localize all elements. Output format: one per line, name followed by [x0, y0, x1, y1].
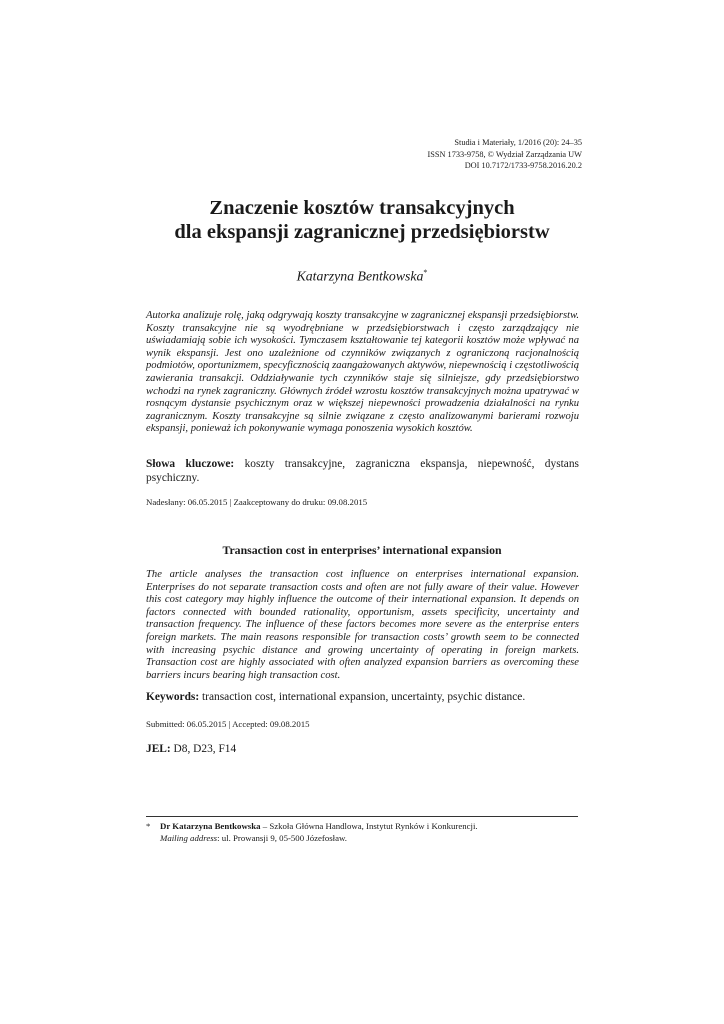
keywords-polish-label: Słowa kluczowe: [146, 458, 235, 470]
jel-text: D8, D23, F14 [170, 743, 237, 755]
paper-title-line-1: Znaczenie kosztów transakcyjnych [209, 197, 515, 219]
footnote-mailing-label: Mailing address [160, 833, 218, 843]
journal-issn: ISSN 1733-9758, © Wydział Zarządzania UW [427, 149, 582, 159]
keywords-english [146, 691, 579, 705]
keywords-polish [146, 458, 579, 485]
footnote-mark: * [146, 821, 151, 831]
footnote-affiliation-line [146, 820, 579, 832]
paper-title-line-2: dla ekspansji zagranicznej przedsiębiorstw [174, 221, 550, 243]
dates-english: Submitted: 06.05.2015 | Accepted: 09.08.2015 [146, 719, 310, 729]
footnote [146, 820, 579, 844]
jel-codes [146, 743, 579, 755]
dates-polish: Nadesłany: 06.05.2015 | Zaakceptowany do druku: 09.08.2015 [146, 497, 368, 507]
footnote-divider [146, 816, 578, 817]
footnote-mailing-line [146, 832, 579, 844]
keywords-english-text: transaction cost, international expansion, uncertainty, psychic distance. [199, 691, 526, 703]
journal-citation: Studia i Materiały, 1/2016 (20): 24–35 [454, 138, 582, 147]
author-line [0, 268, 724, 285]
author-footnote-mark: * [423, 268, 428, 277]
footnote-mailing-address: : ul. Prowansji 9, 05-500 Józefosław. [217, 833, 348, 843]
journal-doi: DOI 10.7172/1733-9758.2016.20.2 [464, 161, 582, 170]
keywords-polish-text: koszty transakcyjne, zagraniczna ekspansja, niepewność, dystans psychiczny. [146, 458, 579, 484]
abstract-english: The article analyses the transaction cost influence on enterprises international expansion. Enterprises do not separate transaction costs and often are not fully aware of their value. However this cost category may highly influence the outcome of their international expansion. It depends on factors connected with bounded rationality, opportunism, assets specificity, uncertainty and transaction frequency. The influence of these factors becomes more severe as the enterprise enters foreign markets. The main reasons responsible for transaction costs’ growth seem to be connected with increasing psychic distance and growing uncertainty of operating in foreign markets. Transaction cost are highly associated with often analyzed expansion barriers as overcoming these barriers incurs bearing high transaction cost. [146, 569, 579, 681]
jel-label: JEL: [146, 743, 171, 755]
english-title: Transaction cost in enterprises’ international expansion [222, 543, 502, 557]
abstract-polish: Autorka analizuje rolę, jaką odgrywają koszty transakcyjne w zagranicznej ekspansji przedsiębiorstw. Koszty transakcyjne nie są wyodrębniane w przedsiębiorstwach i często zarządzający nie uświadamiają sobie ich wysokości. Tymczasem kształtowanie tej kategorii kosztów może wpływać na wynik ekspansji. Jest ono uzależnione od czynników związanych z ograniczoną racjonalnością podmiotów, oportunizmem, specyficznością zaangażowanych aktywów, niepewnością i częstotliwością zawierania transakcji. Oddziaływanie tych czynników staje się silniejsze, gdy przedsiębiorstwo wchodzi na rynek zagraniczny. Głównych źródeł wzrostu kosztów transakcyjnych można upatrywać w rosnącym dystansie psychicznym oraz w większej niepewności prowadzenia działalności na rynku zagranicznym. Koszty transakcyjne są silnie związane z często analizowanymi barierami rozwoju ekspansji, ponieważ ich pokonywanie wymaga ponoszenia wysokich kosztów. [146, 310, 579, 435]
footnote-author-name: Dr Katarzyna Bentkowska [160, 821, 261, 831]
paper-title [0, 196, 724, 244]
author-name: Katarzyna Bentkowska [296, 268, 424, 284]
keywords-english-label: Keywords: [146, 691, 200, 703]
journal-header [428, 137, 583, 172]
footnote-affiliation: – Szkoła Główna Handlowa, Instytut Rynków i Konkurencji. [260, 821, 478, 831]
